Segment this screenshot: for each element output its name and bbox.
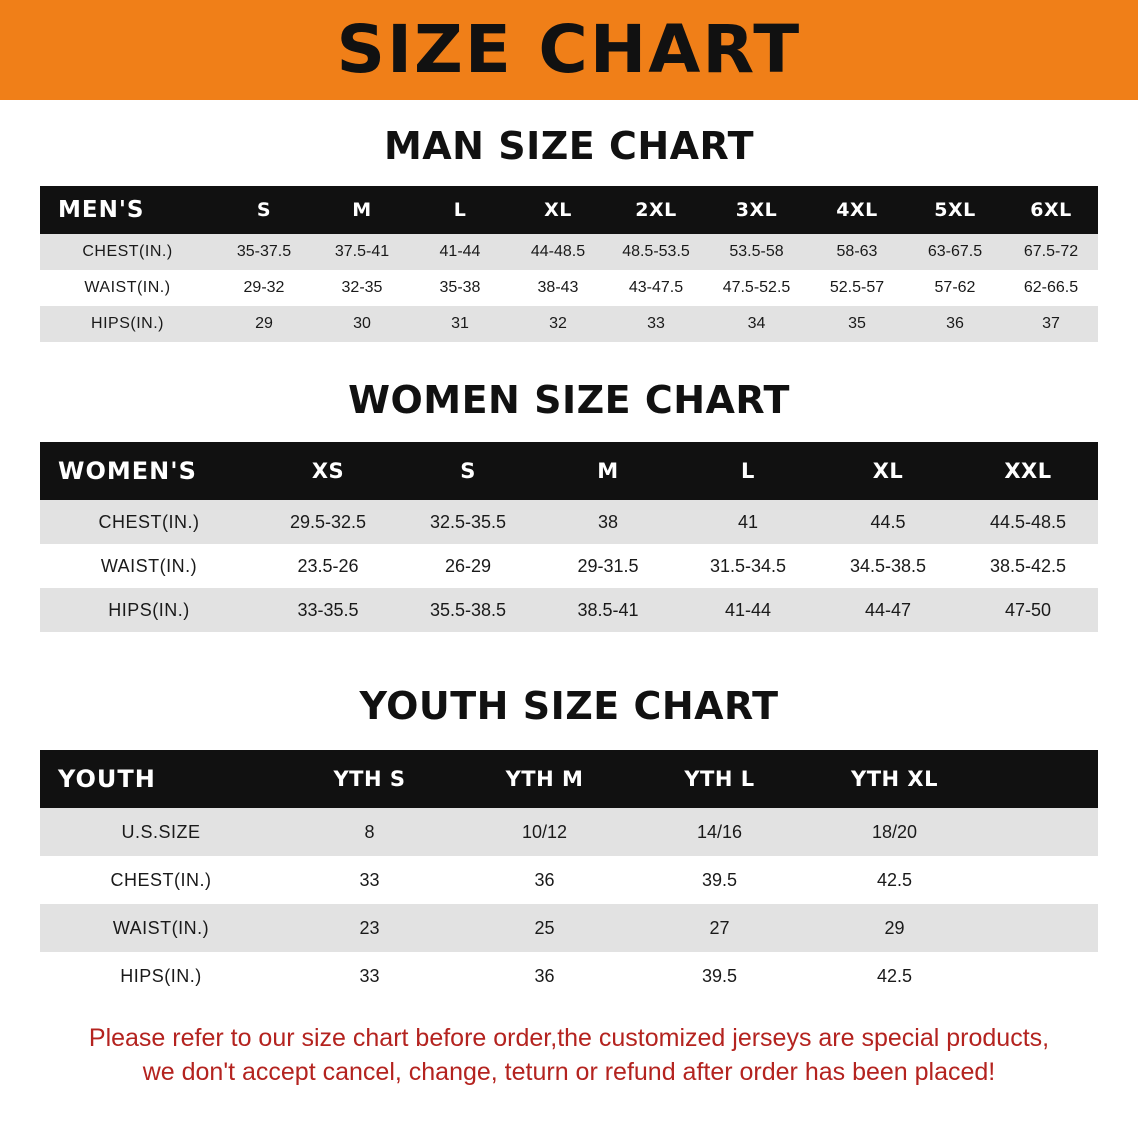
col-header-yth-m: YTH M (457, 750, 632, 808)
col-header-xl: XL (509, 186, 607, 234)
col-header-yth-l: YTH L (632, 750, 807, 808)
table-header-row (40, 186, 1098, 234)
cell: 31.5-34.5 (678, 544, 818, 588)
cell: 38.5-42.5 (958, 544, 1098, 588)
women-section-title: WOMEN SIZE CHART (348, 378, 790, 422)
cell: 38-43 (509, 270, 607, 306)
man-table-wrap (40, 186, 1098, 342)
row-header-waist: WAIST(IN.) (40, 544, 258, 588)
cell: 38 (538, 500, 678, 544)
row-header-hips: HIPS(IN.) (40, 952, 282, 1000)
col-header-l: L (678, 442, 818, 500)
youth-section-title: YOUTH SIZE CHART (359, 684, 779, 728)
cell: 63-67.5 (906, 234, 1004, 270)
order-policy-note (34, 1022, 1104, 1090)
note-line-2: we don't accept cancel, change, teturn or refund after order has been placed! (142, 1057, 996, 1086)
col-header-youth: YOUTH (40, 750, 282, 808)
cell: 23.5-26 (258, 544, 398, 588)
cell: 37 (1004, 306, 1098, 342)
col-header-xl: XL (818, 442, 958, 500)
cell: 29-32 (215, 270, 313, 306)
cell: 47.5-52.5 (705, 270, 808, 306)
cell: 33 (607, 306, 705, 342)
cell: 43-47.5 (607, 270, 705, 306)
row-header-chest: CHEST(IN.) (40, 500, 258, 544)
cell: 41-44 (411, 234, 509, 270)
col-header-womens: WOMEN'S (40, 442, 258, 500)
cell: 10/12 (457, 808, 632, 856)
row-header-chest: CHEST(IN.) (40, 234, 215, 270)
cell: 33 (282, 856, 457, 904)
cell: 44-47 (818, 588, 958, 632)
row-header-chest: CHEST(IN.) (40, 856, 282, 904)
cell: 37.5-41 (313, 234, 411, 270)
cell: 29.5-32.5 (258, 500, 398, 544)
cell: 14/16 (632, 808, 807, 856)
cell: 27 (632, 904, 807, 952)
row-header-waist: WAIST(IN.) (40, 904, 282, 952)
cell: 35.5-38.5 (398, 588, 538, 632)
page-banner (0, 0, 1138, 100)
table-header-row (40, 750, 1098, 808)
col-header-m: M (538, 442, 678, 500)
cell: 35-38 (411, 270, 509, 306)
table-row (40, 544, 1098, 588)
women-size-table (40, 442, 1098, 632)
cell: 18/20 (807, 808, 982, 856)
table-header-row (40, 442, 1098, 500)
cell: 41-44 (678, 588, 818, 632)
cell: 25 (457, 904, 632, 952)
cell: 36 (906, 306, 1004, 342)
cell: 44.5-48.5 (958, 500, 1098, 544)
cell: 44-48.5 (509, 234, 607, 270)
col-header-xs: XS (258, 442, 398, 500)
col-header-yth-s: YTH S (282, 750, 457, 808)
cell: 42.5 (807, 856, 982, 904)
cell: 23 (282, 904, 457, 952)
cell: 36 (457, 952, 632, 1000)
cell: 39.5 (632, 952, 807, 1000)
col-header-2xl: 2XL (607, 186, 705, 234)
cell: 33-35.5 (258, 588, 398, 632)
cell: 58-63 (808, 234, 906, 270)
col-header-4xl: 4XL (808, 186, 906, 234)
table-row (40, 952, 1098, 1000)
cell: 44.5 (818, 500, 958, 544)
cell-spacer (982, 808, 1098, 856)
table-row (40, 270, 1098, 306)
col-header-6xl: 6XL (1004, 186, 1098, 234)
cell: 57-62 (906, 270, 1004, 306)
col-header-spacer (982, 750, 1098, 808)
cell: 48.5-53.5 (607, 234, 705, 270)
col-header-l: L (411, 186, 509, 234)
col-header-s: S (215, 186, 313, 234)
cell: 29 (215, 306, 313, 342)
col-header-m: M (313, 186, 411, 234)
cell: 32 (509, 306, 607, 342)
cell: 67.5-72 (1004, 234, 1098, 270)
cell: 26-29 (398, 544, 538, 588)
cell: 29-31.5 (538, 544, 678, 588)
table-row (40, 904, 1098, 952)
cell: 47-50 (958, 588, 1098, 632)
table-row (40, 500, 1098, 544)
col-header-yth-xl: YTH XL (807, 750, 982, 808)
row-header-hips: HIPS(IN.) (40, 588, 258, 632)
cell: 30 (313, 306, 411, 342)
cell: 35 (808, 306, 906, 342)
table-row (40, 588, 1098, 632)
man-section-title: MAN SIZE CHART (383, 124, 755, 168)
cell: 8 (282, 808, 457, 856)
col-header-men: MEN'S (40, 186, 215, 234)
cell: 34 (705, 306, 808, 342)
cell: 53.5-58 (705, 234, 808, 270)
youth-size-table (40, 750, 1098, 1000)
cell: 52.5-57 (808, 270, 906, 306)
col-header-3xl: 3XL (705, 186, 808, 234)
cell: 38.5-41 (538, 588, 678, 632)
col-header-xxl: XXL (958, 442, 1098, 500)
table-row (40, 306, 1098, 342)
col-header-s: S (398, 442, 538, 500)
cell: 29 (807, 904, 982, 952)
cell: 42.5 (807, 952, 982, 1000)
cell: 34.5-38.5 (818, 544, 958, 588)
row-header-us-size: U.S.SIZE (40, 808, 282, 856)
cell: 35-37.5 (215, 234, 313, 270)
cell: 36 (457, 856, 632, 904)
cell-spacer (982, 904, 1098, 952)
page-title: SIZE CHART (336, 11, 802, 88)
cell: 32.5-35.5 (398, 500, 538, 544)
cell: 33 (282, 952, 457, 1000)
row-header-hips: HIPS(IN.) (40, 306, 215, 342)
cell: 39.5 (632, 856, 807, 904)
col-header-5xl: 5XL (906, 186, 1004, 234)
cell: 41 (678, 500, 818, 544)
cell: 32-35 (313, 270, 411, 306)
cell-spacer (982, 952, 1098, 1000)
man-size-table (40, 186, 1098, 342)
cell: 31 (411, 306, 509, 342)
table-row (40, 808, 1098, 856)
cell: 62-66.5 (1004, 270, 1098, 306)
cell-spacer (982, 856, 1098, 904)
table-row (40, 234, 1098, 270)
note-line-1: Please refer to our size chart before order,the customized jerseys are special products, (88, 1024, 1050, 1052)
row-header-waist: WAIST(IN.) (40, 270, 215, 306)
youth-table-wrap (40, 750, 1098, 1000)
women-table-wrap (40, 442, 1098, 632)
table-row (40, 856, 1098, 904)
